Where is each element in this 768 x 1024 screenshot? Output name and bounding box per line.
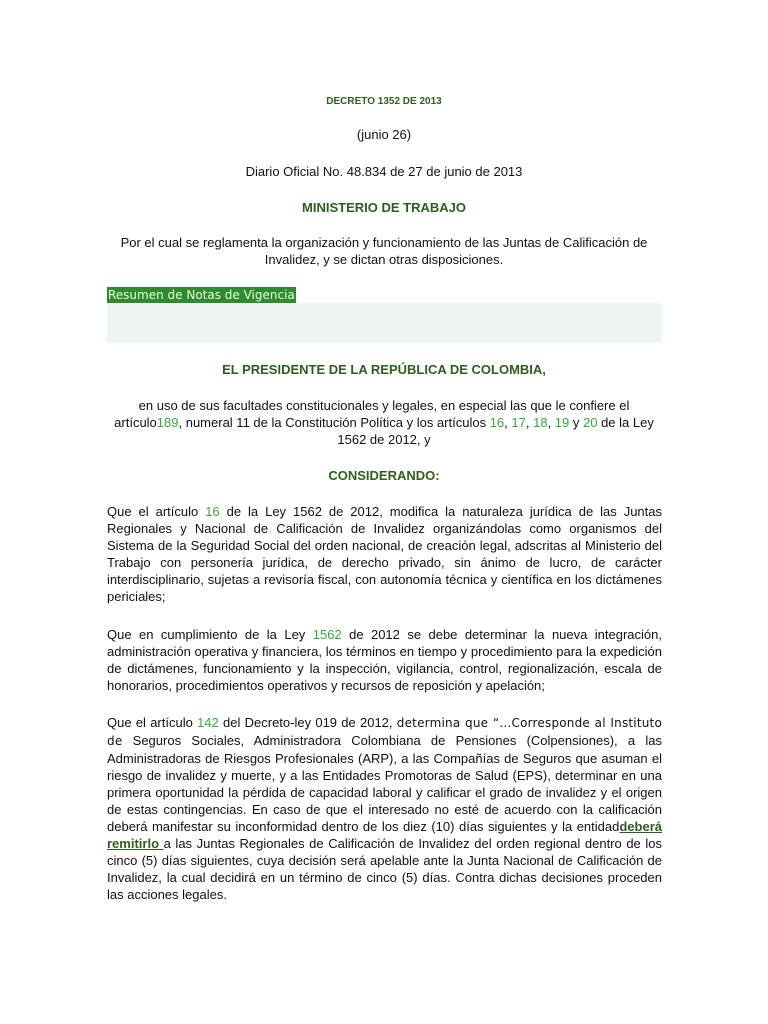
paragraph-1: [107, 503, 662, 605]
preamble-line-3: 1562 de 2012, y: [337, 432, 431, 447]
preamble-text: de la Ley: [597, 415, 654, 430]
deber-remitirlo-link[interactable]: deberá remitirlo: [107, 819, 662, 851]
summary-line-1: Por el cual se reglamenta la organización y funcionamiento de las Juntas de Calificación de: [120, 235, 648, 250]
separator: ,: [547, 415, 555, 430]
paragraph-text: a las Juntas Regionales de Calificación de Invalidez del orden regional dentro de los cinco (5) días siguientes, cuya decisión será apelable ante la Junta Nacional de Calificación de Invalidez, la cual decidirá en un término de cinco (5) días. Contra dichas decisiones proceden las acciones legales.: [107, 836, 663, 902]
quoted-text: determina que “…Corresponde al Instituto de: [107, 716, 663, 748]
decree-title: DECRETO 1352 DE 2013: [326, 96, 442, 107]
paragraph-3: [107, 714, 662, 903]
article-142-link[interactable]: 142: [197, 715, 219, 730]
separator: ,: [504, 415, 512, 430]
president-heading: EL PRESIDENTE DE LA REPÚBLICA DE COLOMBIA,: [222, 362, 546, 377]
law-1562-link[interactable]: 1562: [312, 627, 342, 642]
paragraph-text: del Decreto-ley 019 de 2012,: [218, 715, 397, 730]
notes-toggle[interactable]: Resumen de Notas de Vigencia: [108, 288, 295, 302]
official-gazette: Diario Oficial No. 48.834 de 27 de junio de 2013: [245, 164, 523, 179]
separator: y: [569, 415, 583, 430]
paragraph-text: de la Ley 1562 de 2012, modifica la naturaleza jurídica de las Juntas Regionales y Nacional de Calificación de Invalidez organizándolas como organismos del Sistema de la Seguridad Social del orden nacional, de creación legal, adscritas al Ministerio del Trabajo con personería jurídica, de derecho privado, sin ánimo de lucro, de carácter interdisciplinario, sujetas a revisoría fiscal, con autonomía técnica y científica en los dictámenes periciales;: [107, 504, 662, 604]
article-20-link[interactable]: 20: [583, 415, 598, 430]
ministry-heading: MINISTERIO DE TRABAJO: [302, 200, 466, 215]
summary-line-2: Invalidez, y se dictan otras disposiciones.: [264, 252, 504, 267]
paragraph-text: Que en cumplimiento de la Ley: [107, 627, 313, 642]
article-189-link[interactable]: 189: [156, 415, 179, 430]
decree-date: (junio 26): [356, 127, 412, 142]
paragraph-text: Que el artículo: [107, 715, 198, 730]
notes-panel: [107, 303, 662, 343]
considerando-heading: CONSIDERANDO:: [328, 468, 440, 483]
article-16-link[interactable]: 16: [205, 504, 220, 519]
separator: ,: [525, 415, 534, 430]
article-17-link[interactable]: 17: [511, 415, 526, 430]
preamble-text: artículo: [114, 415, 157, 430]
preamble-line-2: [0, 415, 768, 430]
paragraph-text: de 2012 se debe determinar la nueva integración, administración operativa y financiera, los términos en tiempo y procedimiento para la expedición de dictámenes, funcionamiento y la inspección, vigilancia, control, regionalización, escala de honorarios, procedimientos operativos y recursos de reposición y apelación;: [107, 627, 663, 693]
article-18-link[interactable]: 18: [533, 415, 548, 430]
paragraph-2: [107, 626, 662, 694]
paragraph-text: Seguros Sociales, Administradora Colombiana de Pensiones (Colpensiones), a las Administradoras de Riesgos Profesionales (ARP), a las Compañías de Seguros que asuman el riesgo de invalidez y muerte, y a las Entidades Promotoras de Salud (EPS), determinar en una primera oportunidad la pérdida de capacidad laboral y calificar el grado de invalidez y el origen de estas contingencias. En caso de que el interesado no esté de acuerdo con la calificación deberá manifestar su inconformidad dentro de los diez (10) días siguientes y la entidad: [107, 733, 662, 834]
preamble-line-1: en uso de sus facultades constitucionales y legales, en especial las que le confiere el: [138, 398, 630, 413]
paragraph-text: Que el artículo: [107, 504, 206, 519]
preamble-text: , numeral 11 de la Constitución Política y los artículos: [178, 415, 490, 430]
article-16-link[interactable]: 16: [489, 415, 505, 430]
article-19-link[interactable]: 19: [554, 415, 570, 430]
